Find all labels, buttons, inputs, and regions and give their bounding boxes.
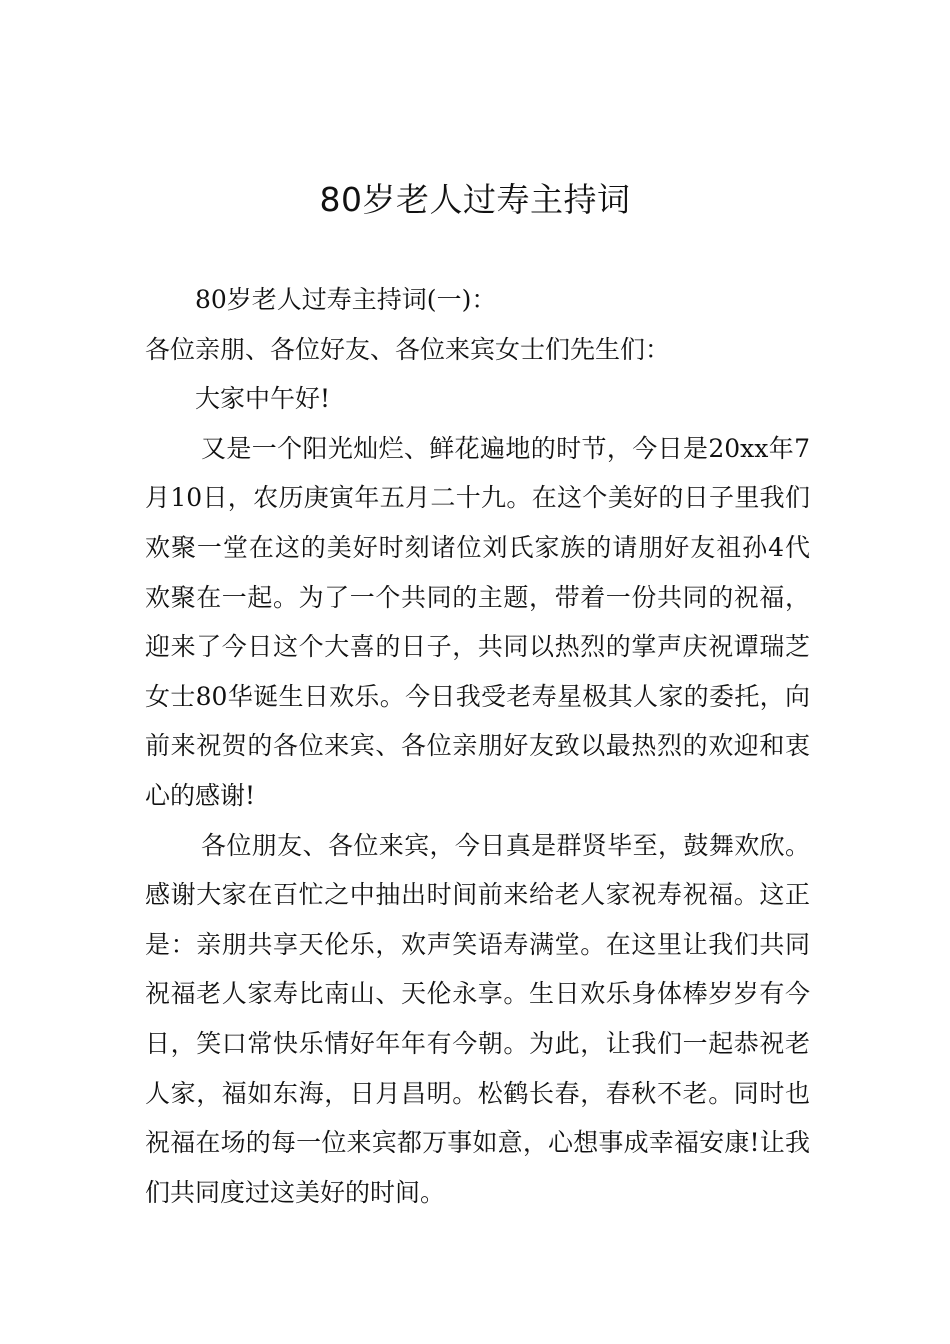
greeting: 大家中午好! — [195, 384, 331, 414]
subheading: 80岁老人过寿主持词(一)： — [195, 285, 497, 314]
document-title: 80岁老人过寿主持词 — [319, 180, 631, 219]
document-body — [145, 275, 810, 1217]
body-paragraph: 各位朋友、各位来宾，今日真是群贤毕至，鼓舞欢欣。感谢大家在百忙之中抽出时间前来给老人家祝寿祝福。这正是：亲朋共享天伦乐，欢声笑语寿满堂。在这里让我们共同祝福老人家寿比南山、天伦永享。生日欢乐身体棒岁岁有今日，笑口常快乐情好年年有今朝。为此，让我们一起恭祝老人家，福如东海，日月昌明。松鹤长春，春秋不老。同时也祝福在场的每一位来宾都万事如意，心想事成幸福安康!让我们共同度过这美好的时间。 — [145, 830, 810, 1207]
salutation: 各位亲朋、各位好友、各位来宾女士们先生们： — [145, 334, 671, 364]
body-paragraph: 又是一个阳光灿烂、鲜花遍地的时节，今日是20xx年7月10日，农历庚寅年五月二十九。在这个美好的日子里我们欢聚一堂在这的美好时刻诸位刘氏家族的请朋好友祖孙4代欢聚在一起。为了一个共同的主题，带着一份共同的祝福，迎来了今日这个大喜的日子，共同以热烈的掌声庆祝谭瑞芝女士80华诞生日欢乐。今日我受老寿星极其人家的委托，向前来祝贺的各位来宾、各位亲朋好友致以最热烈的欢迎和衷心的感谢! — [145, 433, 810, 810]
